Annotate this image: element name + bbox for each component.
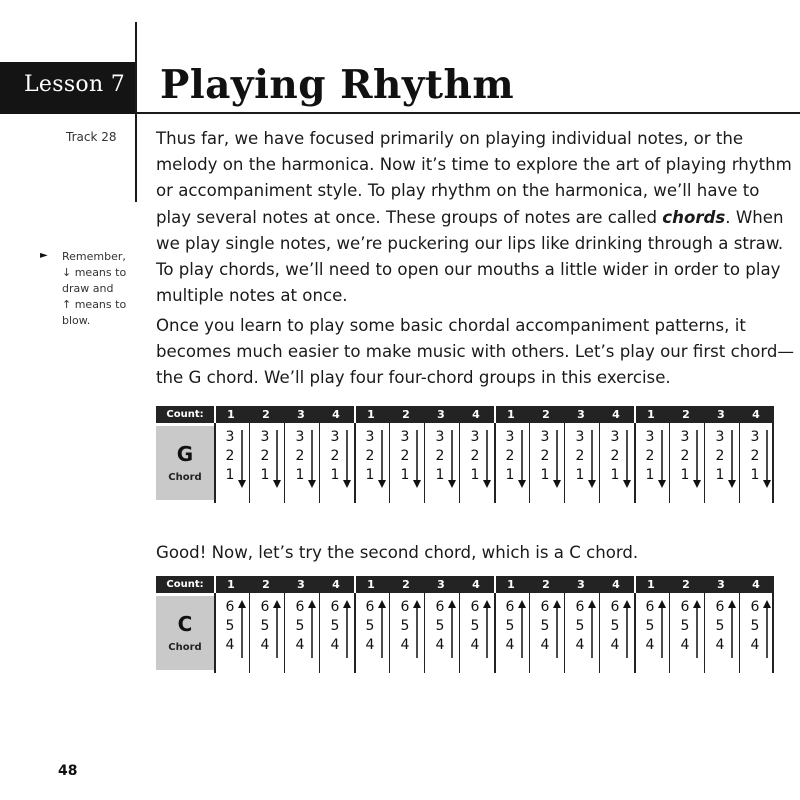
chord-cell [286, 598, 316, 668]
hole-numbers [574, 428, 586, 485]
hole-number: 3 [365, 429, 375, 445]
hole-number: 6 [295, 599, 305, 615]
grid-line [669, 593, 670, 673]
hole-number: 1 [330, 467, 340, 483]
hole-number: 4 [365, 637, 375, 653]
grid-line [459, 593, 460, 673]
blow-arrow-icon [553, 600, 561, 660]
hole-numbers [224, 598, 236, 655]
hole-numbers [294, 598, 306, 655]
draw-arrow-icon [273, 430, 281, 490]
chord-cell [461, 428, 491, 498]
text-segment: play several notes at once. These groups of notes are called [156, 207, 663, 227]
hole-number: 5 [435, 618, 445, 634]
hole-number: 1 [540, 467, 550, 483]
blow-arrow-icon [518, 600, 526, 660]
hole-number: 4 [435, 637, 445, 653]
grid-line [564, 593, 565, 673]
hole-number: 3 [645, 429, 655, 445]
remember-line: blow. [62, 314, 91, 327]
hole-number: 6 [575, 599, 585, 615]
horizontal-rule [135, 112, 800, 114]
text-line: Good! Now, let’s try the second chord, which is a C chord. [156, 543, 639, 562]
hole-number: 2 [610, 448, 620, 464]
hole-number: 1 [610, 467, 620, 483]
grid-line [599, 593, 600, 673]
hole-number: 5 [645, 618, 655, 634]
hole-number: 3 [505, 429, 515, 445]
blow-arrow-icon [763, 600, 771, 660]
count-header [156, 576, 774, 593]
chord-cell [741, 428, 771, 498]
blow-arrow-icon [483, 600, 491, 660]
text-line: the G chord. We’ll play four four-chord groups in this exercise. [156, 368, 671, 388]
hole-number: 2 [225, 448, 235, 464]
beat-number: 3 [717, 408, 725, 421]
hole-number: 6 [540, 599, 550, 615]
chord-cell [566, 598, 596, 668]
draw-arrow-icon [343, 430, 351, 490]
chord-cell [461, 598, 491, 668]
hole-number: 2 [295, 448, 305, 464]
hole-number: 3 [225, 429, 235, 445]
blow-arrow-icon [728, 600, 736, 660]
beat-number: 3 [577, 578, 585, 591]
hole-numbers [259, 598, 271, 655]
hole-number: 2 [505, 448, 515, 464]
hole-number: 2 [540, 448, 550, 464]
chord-cell [741, 598, 771, 668]
draw-arrow-icon [728, 430, 736, 490]
chord-cell [636, 598, 666, 668]
draw-arrow-icon [518, 430, 526, 490]
hole-number: 4 [750, 637, 760, 653]
chord-cell [321, 598, 351, 668]
hole-number: 3 [295, 429, 305, 445]
text-line [156, 205, 792, 231]
hole-number: 4 [505, 637, 515, 653]
hole-numbers [504, 598, 516, 655]
hole-number: 5 [610, 618, 620, 634]
draw-arrow-icon [693, 430, 701, 490]
hole-numbers [539, 598, 551, 655]
hole-number: 5 [400, 618, 410, 634]
beat-number: 1 [647, 578, 655, 591]
hole-number: 4 [610, 637, 620, 653]
beat-number: 1 [227, 578, 235, 591]
remember-line: draw and [62, 282, 114, 295]
beat-number: 3 [437, 578, 445, 591]
grid-line [599, 423, 600, 503]
beat-number: 4 [332, 578, 340, 591]
draw-arrow-icon [763, 430, 771, 490]
hole-number: 2 [400, 448, 410, 464]
draw-arrow-icon [413, 430, 421, 490]
chord-word: Chord [168, 472, 202, 483]
text-segment: . When [725, 207, 784, 227]
hole-numbers [259, 428, 271, 485]
hole-number: 1 [750, 467, 760, 483]
beat-number: 3 [297, 408, 305, 421]
beat-number: 4 [612, 408, 620, 421]
hole-number: 3 [540, 429, 550, 445]
hole-number: 6 [330, 599, 340, 615]
draw-arrow-icon [588, 430, 596, 490]
beat-number: 3 [577, 408, 585, 421]
remember-line: Remember, [62, 250, 126, 263]
hole-number: 5 [330, 618, 340, 634]
beat-number: 2 [682, 408, 690, 421]
page-title: Playing Rhythm [160, 62, 515, 108]
chord-cell [706, 598, 736, 668]
text-line: Once you learn to play some basic chordal accompaniment patterns, it [156, 316, 746, 335]
beat-number: 4 [752, 408, 760, 421]
hole-numbers [504, 428, 516, 485]
tab-grid [214, 423, 774, 503]
beat-number: 2 [402, 578, 410, 591]
hole-number: 3 [715, 429, 725, 445]
blow-arrow-icon [378, 600, 386, 660]
beat-number: 2 [542, 578, 550, 591]
chord-cell [356, 598, 386, 668]
hole-number: 1 [365, 467, 375, 483]
hole-number: 1 [400, 467, 410, 483]
draw-arrow-icon [623, 430, 631, 490]
count-label: Count: [156, 576, 214, 593]
grid-line [772, 423, 774, 503]
hole-number: 6 [470, 599, 480, 615]
hole-number: 3 [750, 429, 760, 445]
count-label: Count: [156, 406, 214, 423]
hole-number: 3 [610, 429, 620, 445]
chord-label-box [156, 426, 214, 500]
intro-paragraph [156, 126, 792, 309]
blow-arrow-icon [448, 600, 456, 660]
grid-line [284, 593, 285, 673]
draw-arrow-icon [553, 430, 561, 490]
hole-numbers [714, 428, 726, 485]
chord-word: Chord [168, 642, 202, 653]
grid-line [739, 593, 740, 673]
hole-numbers [679, 428, 691, 485]
hole-number: 2 [365, 448, 375, 464]
chord-cell [496, 428, 526, 498]
text-line: Thus far, we have focused primarily on playing individual notes, or the [156, 129, 744, 148]
hole-numbers [469, 598, 481, 655]
chord-label-box [156, 596, 214, 670]
hole-numbers [609, 598, 621, 655]
remember-note [62, 249, 130, 329]
lesson-label: Lesson 7 [24, 72, 126, 97]
hole-number: 1 [295, 467, 305, 483]
chord-cell [391, 428, 421, 498]
hole-number: 6 [610, 599, 620, 615]
track-label: Track 28 [66, 130, 117, 144]
blow-arrow-icon [273, 600, 281, 660]
beat-number: 3 [717, 578, 725, 591]
draw-arrow-icon [448, 430, 456, 490]
hole-numbers [749, 428, 761, 485]
hole-number: 3 [435, 429, 445, 445]
hole-number: 2 [680, 448, 690, 464]
hole-number: 4 [260, 637, 270, 653]
hole-number: 2 [260, 448, 270, 464]
draw-arrow-icon [238, 430, 246, 490]
hole-numbers [539, 428, 551, 485]
hole-numbers [469, 428, 481, 485]
chord-cell [496, 598, 526, 668]
hole-number: 1 [225, 467, 235, 483]
beat-number: 2 [682, 578, 690, 591]
hole-numbers [434, 598, 446, 655]
tab-grid [214, 593, 774, 673]
second-chord-paragraph [156, 540, 638, 566]
draw-arrow-icon [308, 430, 316, 490]
text-line: melody on the harmonica. Now it’s time to explore the art of playing rhythm [156, 155, 792, 175]
chord-cell [216, 428, 246, 498]
grid-line [772, 593, 774, 673]
hole-number: 1 [680, 467, 690, 483]
hole-numbers [574, 598, 586, 655]
hole-number: 4 [470, 637, 480, 653]
text-line: we play single notes, we’re puckering our lips like drinking through a straw. [156, 233, 784, 253]
hole-number: 2 [330, 448, 340, 464]
blow-arrow-icon [413, 600, 421, 660]
hole-number: 3 [470, 429, 480, 445]
hole-number: 1 [645, 467, 655, 483]
hole-number: 1 [575, 467, 585, 483]
grid-line [529, 423, 530, 503]
hole-numbers [434, 428, 446, 485]
hole-number: 5 [750, 618, 760, 634]
chord-cell [391, 598, 421, 668]
hole-number: 6 [505, 599, 515, 615]
beat-number: 1 [647, 408, 655, 421]
beat-number: 1 [507, 408, 515, 421]
text-line: To play chords, we’ll need to open our mouths a little wider in order to play [156, 260, 781, 280]
hole-numbers [224, 428, 236, 485]
hole-number: 6 [260, 599, 270, 615]
blow-arrow-icon [238, 600, 246, 660]
hole-numbers [644, 428, 656, 485]
hole-numbers [679, 598, 691, 655]
beat-number: 4 [332, 408, 340, 421]
hole-number: 5 [575, 618, 585, 634]
grid-line [739, 423, 740, 503]
chord-intro-paragraph [156, 313, 794, 392]
blow-arrow-icon [693, 600, 701, 660]
hole-number: 2 [645, 448, 655, 464]
hole-number: 4 [680, 637, 690, 653]
hole-number: 5 [505, 618, 515, 634]
grid-line [704, 593, 705, 673]
blow-arrow-icon [658, 600, 666, 660]
blow-arrow-icon [623, 600, 631, 660]
chord-cell [426, 598, 456, 668]
hole-number: 1 [715, 467, 725, 483]
beat-number: 3 [437, 408, 445, 421]
hole-number: 5 [470, 618, 480, 634]
grid-line [249, 593, 250, 673]
chord-cell [356, 428, 386, 498]
text-line: or accompaniment style. To play rhythm on the harmonica, we’ll have to [156, 181, 760, 201]
hole-number: 4 [540, 637, 550, 653]
chord-cell [216, 598, 246, 668]
hole-number: 6 [435, 599, 445, 615]
hole-number: 4 [400, 637, 410, 653]
beat-number: 2 [262, 408, 270, 421]
hole-number: 4 [330, 637, 340, 653]
hole-number: 3 [400, 429, 410, 445]
beat-number: 2 [542, 408, 550, 421]
grid-line [529, 593, 530, 673]
hole-number: 5 [715, 618, 725, 634]
beat-number: 1 [367, 578, 375, 591]
blow-arrow-icon [343, 600, 351, 660]
grid-line [704, 423, 705, 503]
chord-cell [671, 428, 701, 498]
chord-cell [251, 598, 281, 668]
chord-cell [566, 428, 596, 498]
grid-line [459, 423, 460, 503]
chord-cell [671, 598, 701, 668]
grid-line [389, 593, 390, 673]
hole-number: 2 [470, 448, 480, 464]
hole-number: 5 [365, 618, 375, 634]
chord-cell [636, 428, 666, 498]
beat-number: 1 [367, 408, 375, 421]
hole-number: 1 [470, 467, 480, 483]
hole-number: 3 [330, 429, 340, 445]
draw-arrow-icon [378, 430, 386, 490]
chord-cell [426, 428, 456, 498]
hole-number: 4 [575, 637, 585, 653]
remember-line: ↑ means to [62, 298, 127, 311]
grid-line [319, 593, 320, 673]
chord-cell [601, 428, 631, 498]
chord-cell [531, 428, 561, 498]
hole-number: 5 [295, 618, 305, 634]
grid-line [424, 593, 425, 673]
hole-number: 3 [575, 429, 585, 445]
text-line: multiple notes at once. [156, 286, 348, 306]
hole-numbers [329, 428, 341, 485]
grid-line [564, 423, 565, 503]
text-line: becomes much easier to make music with others. Let’s play our first chord— [156, 342, 795, 362]
hole-number: 5 [540, 618, 550, 634]
g-chord-table [156, 406, 774, 483]
hole-number: 6 [400, 599, 410, 615]
chord-cell [286, 428, 316, 498]
hole-numbers [714, 598, 726, 655]
hole-number: 2 [750, 448, 760, 464]
c-chord-table [156, 576, 774, 653]
hole-number: 1 [260, 467, 270, 483]
beat-number: 2 [402, 408, 410, 421]
chord-cell [251, 428, 281, 498]
beat-number: 4 [752, 578, 760, 591]
draw-arrow-icon [483, 430, 491, 490]
hole-number: 5 [225, 618, 235, 634]
grid-line [284, 423, 285, 503]
hole-numbers [329, 598, 341, 655]
hole-numbers [644, 598, 656, 655]
hole-number: 4 [715, 637, 725, 653]
hole-number: 5 [260, 618, 270, 634]
beat-number: 1 [227, 408, 235, 421]
grid-line [424, 423, 425, 503]
hole-number: 6 [715, 599, 725, 615]
chord-cell [321, 428, 351, 498]
hole-number: 5 [680, 618, 690, 634]
beat-number: 4 [472, 578, 480, 591]
hole-number: 4 [645, 637, 655, 653]
hole-number: 2 [435, 448, 445, 464]
grid-line [249, 423, 250, 503]
beat-number: 1 [507, 578, 515, 591]
beat-number: 2 [262, 578, 270, 591]
hole-number: 2 [575, 448, 585, 464]
hole-number: 2 [715, 448, 725, 464]
hole-number: 6 [365, 599, 375, 615]
hole-numbers [399, 428, 411, 485]
hole-numbers [364, 598, 376, 655]
grid-line [319, 423, 320, 503]
count-header [156, 406, 774, 423]
grid-line [389, 423, 390, 503]
hole-number: 3 [680, 429, 690, 445]
hole-numbers [749, 598, 761, 655]
hole-numbers [399, 598, 411, 655]
grid-line [669, 423, 670, 503]
chords-term: chords [662, 207, 726, 227]
beat-number: 4 [612, 578, 620, 591]
chord-cell [531, 598, 561, 668]
hole-numbers [294, 428, 306, 485]
blow-arrow-icon [588, 600, 596, 660]
chord-cell [706, 428, 736, 498]
hole-numbers [364, 428, 376, 485]
remember-line: ↓ means to [62, 266, 127, 279]
chord-cell [601, 598, 631, 668]
beat-number: 4 [472, 408, 480, 421]
draw-arrow-icon [658, 430, 666, 490]
hole-number: 1 [505, 467, 515, 483]
hole-numbers [609, 428, 621, 485]
hole-number: 4 [295, 637, 305, 653]
hole-number: 4 [225, 637, 235, 653]
beat-number: 3 [297, 578, 305, 591]
chord-letter: G [176, 442, 194, 466]
hole-number: 6 [750, 599, 760, 615]
page-number: 48 [58, 763, 78, 779]
chord-letter: C [177, 612, 193, 636]
hole-number: 1 [435, 467, 445, 483]
hole-number: 6 [680, 599, 690, 615]
hole-number: 6 [225, 599, 235, 615]
hole-number: 3 [260, 429, 270, 445]
blow-arrow-icon [308, 600, 316, 660]
pointer-arrow-icon: ► [40, 250, 48, 261]
hole-number: 6 [645, 599, 655, 615]
